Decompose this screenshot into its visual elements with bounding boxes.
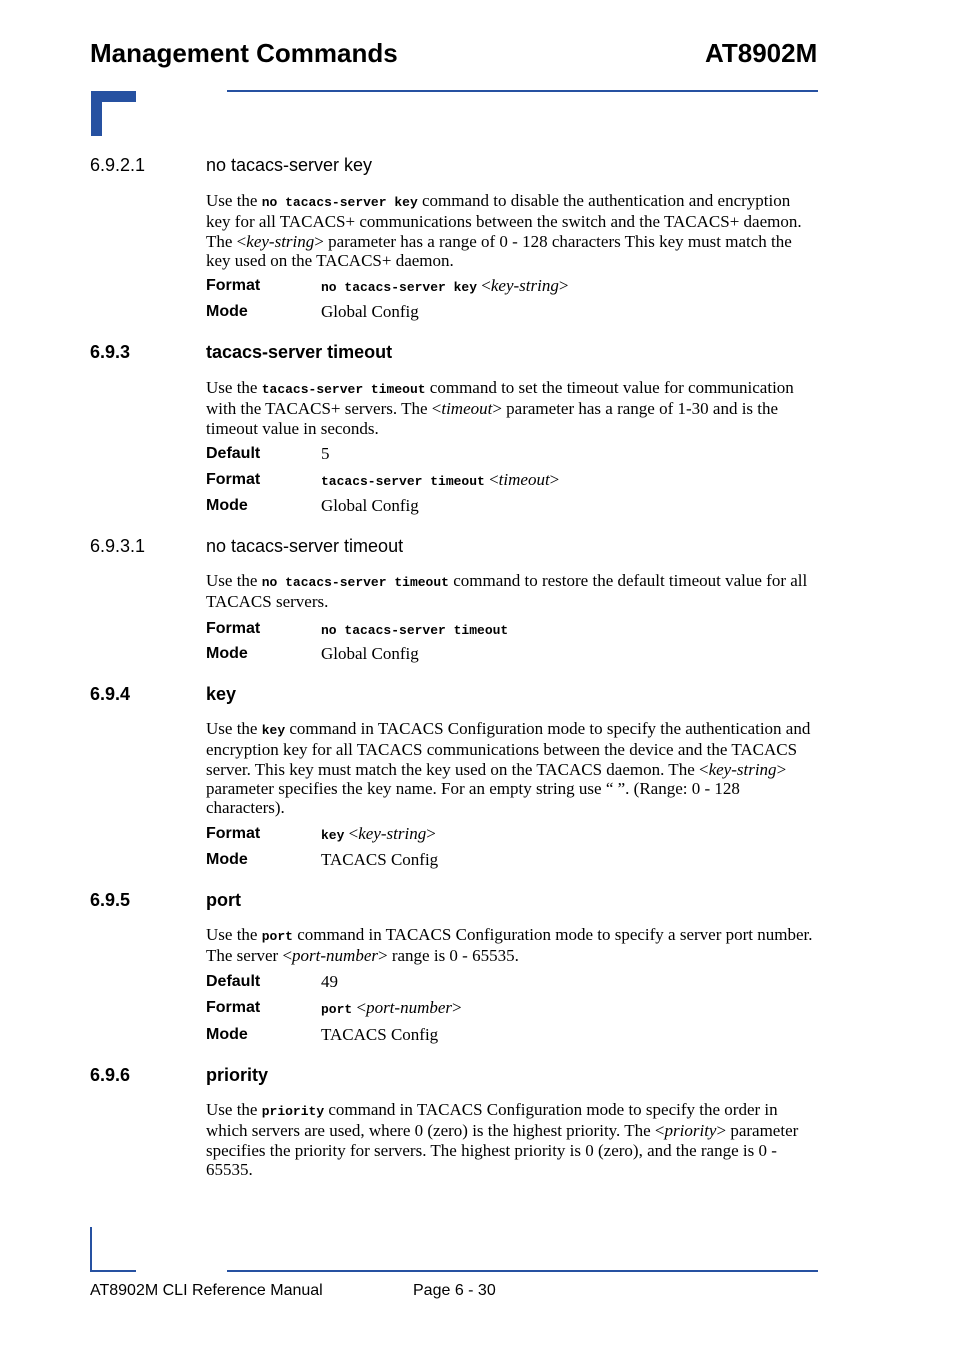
- section-title: tacacs-server timeout: [206, 342, 393, 362]
- section-title: key: [206, 684, 237, 704]
- format-value: no tacacs-server timeout: [321, 623, 509, 638]
- section-number: 6.9.5: [90, 890, 131, 910]
- section-title: priority: [206, 1065, 269, 1085]
- default-value: 5: [321, 444, 330, 463]
- section-number: 6.9.2.1: [90, 155, 146, 175]
- section-paragraph: Use the tacacs-server timeout command to set the timeout value for communication with the TACACS+ servers. The <timeout> parameter has a range of 1-30 and is the timeout value in seconds.: [206, 378, 794, 438]
- header-product: AT8902M: [705, 38, 818, 68]
- format-label: Format: [206, 825, 261, 842]
- mode-value: Global Config: [321, 302, 419, 321]
- section-number: 6.9.4: [90, 684, 131, 704]
- section-paragraph: Use the priority command in TACACS Configuration mode to specify the order in which servers are used, where 0 (zero) is the highest priority. The <priority> parameter specifies the priority for servers. The highest priority is 0 (zero), and the range is 0 - 65535.: [206, 1100, 799, 1179]
- format-label: Format: [206, 620, 261, 637]
- format-value: no tacacs-server key <key-string>: [321, 276, 569, 295]
- mode-value: Global Config: [321, 496, 419, 515]
- section-paragraph: Use the port command in TACACS Configuration mode to specify a server port number. The server <port-number> range is 0 - 65535.: [206, 925, 813, 966]
- footer-page-number: Page 6 - 30: [413, 1282, 496, 1299]
- mode-label: Mode: [206, 1026, 248, 1043]
- format-value: tacacs-server timeout <timeout>: [321, 470, 560, 489]
- format-label: Format: [206, 277, 261, 294]
- section-number: 6.9.6: [90, 1065, 131, 1085]
- section-paragraph: Use the no tacacs-server timeout command to restore the default timeout value for all TACACS servers.: [206, 571, 808, 612]
- header-section-title: Management Commands: [90, 38, 398, 68]
- footer-corner-mark-base: [90, 1270, 136, 1272]
- format-label: Format: [206, 999, 261, 1016]
- section-title: no tacacs-server timeout: [206, 536, 404, 556]
- header-rule: [227, 90, 818, 92]
- section-number: 6.9.3: [90, 342, 131, 362]
- mode-label: Mode: [206, 645, 248, 662]
- footer-rule: [227, 1270, 818, 1272]
- format-value: key <key-string>: [321, 824, 436, 843]
- format-value: port <port-number>: [321, 998, 462, 1017]
- default-label: Default: [206, 445, 261, 462]
- default-label: Default: [206, 973, 261, 990]
- section-title: no tacacs-server key: [206, 155, 373, 175]
- mode-value: TACACS Config: [321, 1025, 439, 1044]
- section-paragraph: Use the key command in TACACS Configuration mode to specify the authentication and encryption key for all TACACS communications between the device and the TACACS server. This key must match the key used on the TACACS daemon. The <key-string> parameter specifies the key name. For an empty string use “ ”. (Range: 0 - 128 characters).: [206, 719, 811, 818]
- section-title: port: [206, 890, 241, 910]
- section-number: 6.9.3.1: [90, 536, 146, 556]
- mode-value: Global Config: [321, 644, 419, 663]
- format-label: Format: [206, 471, 261, 488]
- mode-label: Mode: [206, 303, 248, 320]
- default-value: 49: [321, 972, 338, 991]
- footer-corner-mark: [90, 1227, 92, 1272]
- mode-label: Mode: [206, 851, 248, 868]
- footer-manual-title: AT8902M CLI Reference Manual: [90, 1282, 323, 1299]
- mode-value: TACACS Config: [321, 850, 439, 869]
- section-paragraph: Use the no tacacs-server key command to disable the authentication and encryption key for all TACACS+ communications between the switch and the TACACS+ daemon. The <key-string> parameter has a range of 0 - 128 characters This key must match the key used on the TACACS+ daemon.: [206, 191, 802, 270]
- corner-mark-side: [91, 91, 102, 136]
- mode-label: Mode: [206, 497, 248, 514]
